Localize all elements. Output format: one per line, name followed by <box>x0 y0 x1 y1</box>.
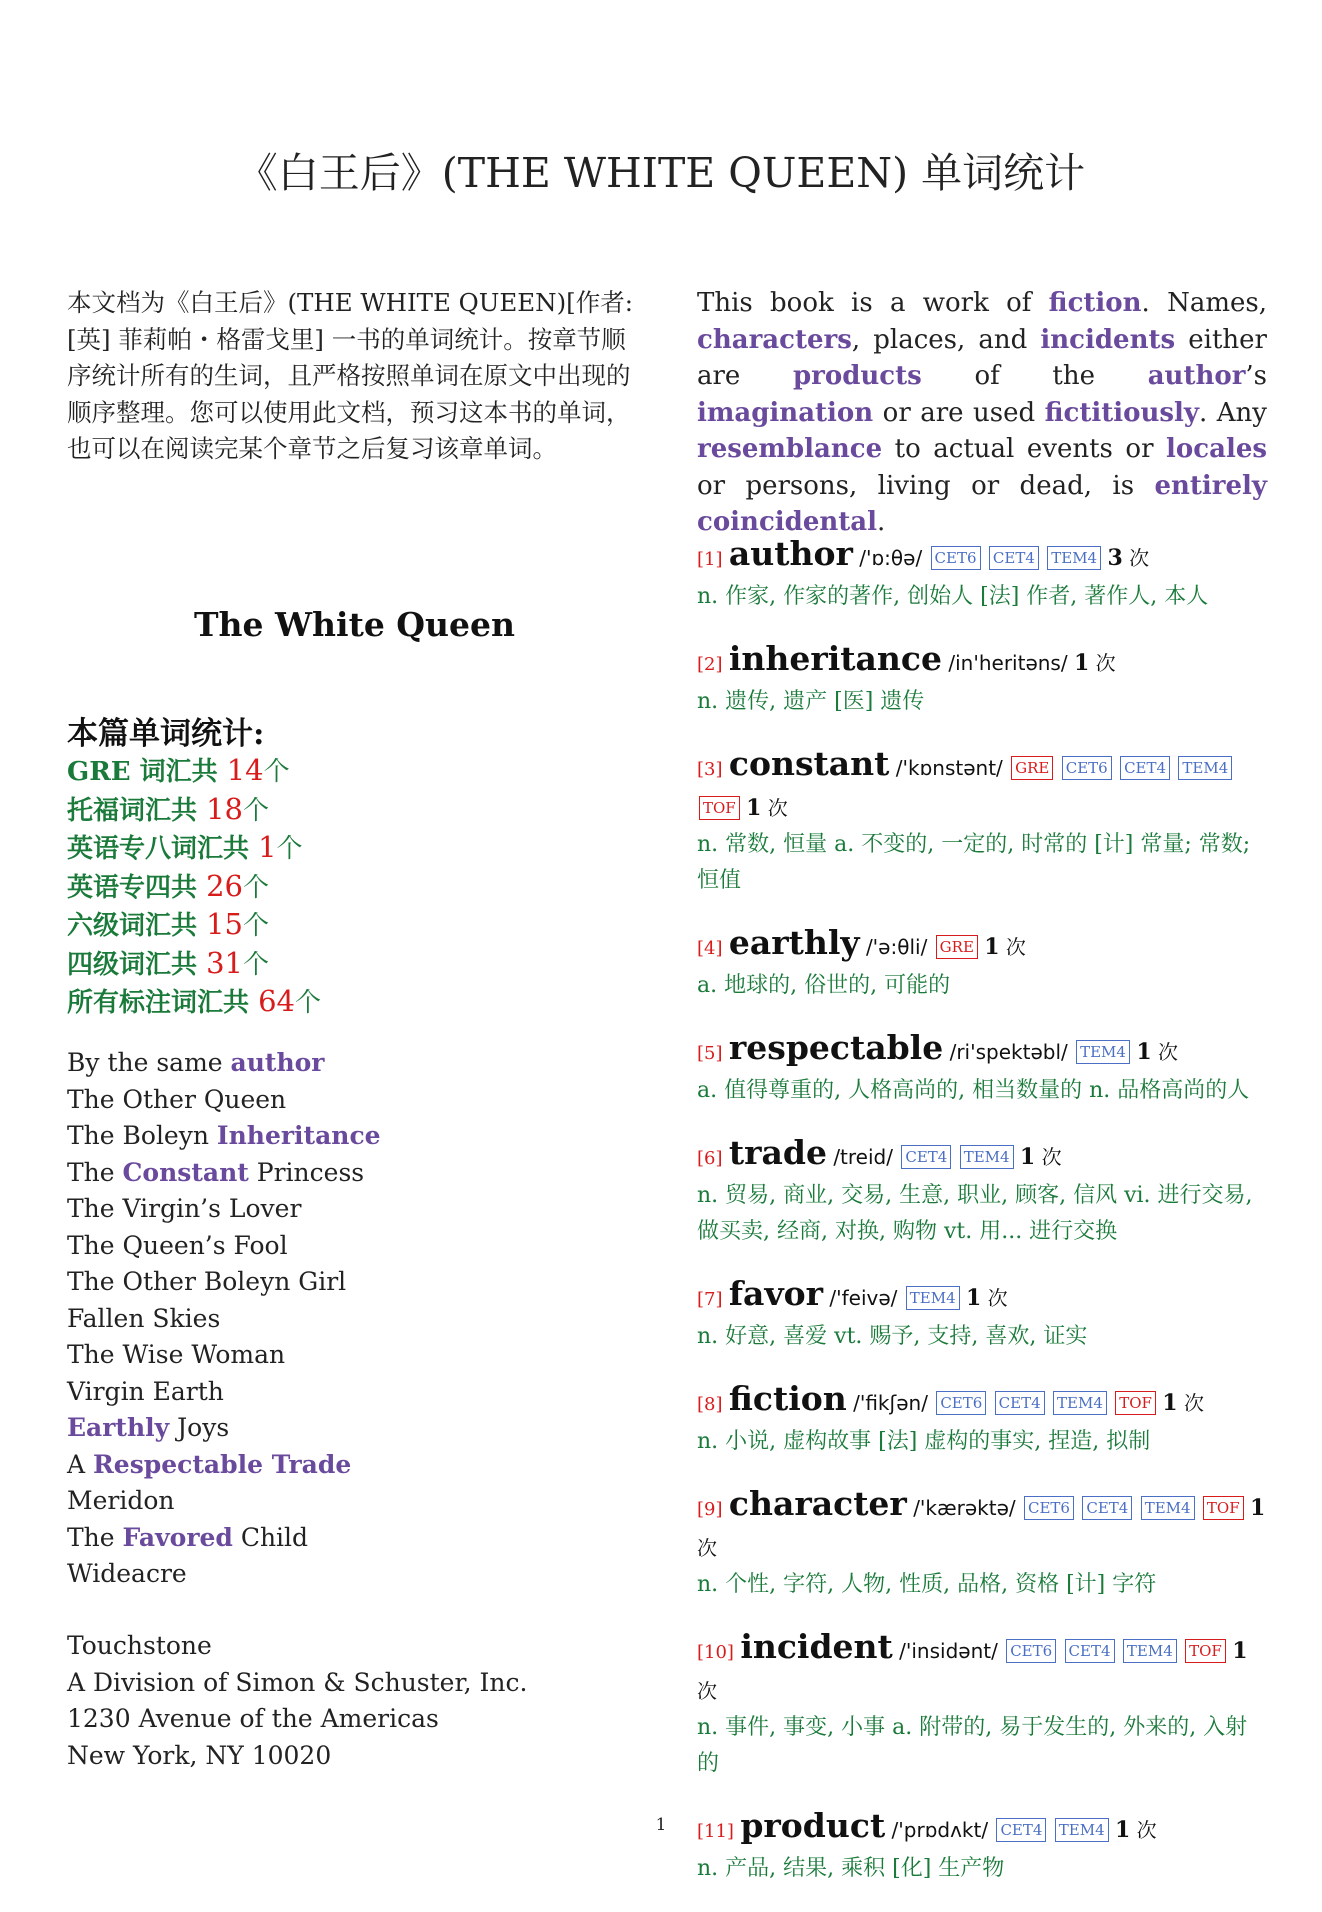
entry-count: 1 次 <box>697 1638 1248 1703</box>
level-tag: CET4 <box>996 1818 1046 1842</box>
entry-count: 1 次 <box>1115 1817 1157 1843</box>
stat-count: 31 <box>206 945 243 980</box>
entry-phonetic: /'feivə/ <box>829 1286 898 1310</box>
vocab-entry <box>697 535 1267 615</box>
level-tag: TEM4 <box>960 1145 1014 1169</box>
entry-count: 3 次 <box>1107 545 1150 571</box>
stat-count: 1 <box>258 830 277 864</box>
entry-phonetic: /'kɒnstənt/ <box>895 756 1003 780</box>
level-tag: CET6 <box>1024 1496 1074 1520</box>
copyright-paragraph: This book is a work of fiction. Names, characters, places, and incidents either are products of the author’s imagination or are used fictitiously. Any resemblance to actual events or locales or persons, living or dead, is entirely coincidental. <box>697 288 1267 537</box>
entry-index: [3] <box>697 759 723 780</box>
entry-phonetic: /'ɒ:θə/ <box>859 546 923 570</box>
entry-count: 1 次 <box>1073 650 1116 676</box>
entry-word: trade <box>728 1133 827 1172</box>
stat-unit: 个 <box>242 795 269 826</box>
entry-word: respectable <box>728 1028 944 1067</box>
entry-count: 1 次 <box>984 934 1026 960</box>
book-line: The Other Boleyn Girl <box>67 1267 347 1296</box>
stat-row <box>67 983 321 1022</box>
level-tag: CET6 <box>936 1391 986 1415</box>
stat-unit: 个 <box>276 834 303 864</box>
level-tag: TEM4 <box>906 1286 960 1310</box>
vocab-entry <box>697 1029 1267 1109</box>
entry-index: [5] <box>697 1043 723 1064</box>
stat-row <box>67 945 321 984</box>
page-number: 1 <box>655 1815 667 1835</box>
level-tag: GRE <box>1011 756 1053 780</box>
intro-block <box>67 285 642 468</box>
level-tag: CET4 <box>995 1391 1045 1415</box>
stat-label: 四级词汇共 <box>67 949 207 980</box>
book-line: A Respectable Trade <box>67 1449 352 1479</box>
book-line: The Other Queen <box>67 1084 287 1114</box>
stat-unit: 个 <box>294 988 321 1018</box>
intro-text: 本文档为《白王后》(THE WHITE QUEEN)[作者: [英] 菲莉帕・格雷戈里] 一书的单词统计。按章节顺序统计所有的生词，且严格按照单词在原文中出现的顺序整理。您可以使用此文档，预习这本书的单词，也可以在阅读完某个章节之后复习该章单词。 <box>67 288 633 463</box>
entry-head <box>697 1275 1267 1319</box>
entry-definition: n. 好意, 喜爱 vt. 赐予, 支持, 喜欢, 证实 <box>697 1324 1088 1349</box>
entry-definition: n. 贸易, 商业, 交易, 生意, 职业, 顾客, 信风 vi. 进行交易, 做买卖, 经商, 对换, 购物 vt. 用... 进行交换 <box>697 1183 1253 1244</box>
stat-label: 六级词汇共 <box>67 911 207 941</box>
entry-word: author <box>728 534 853 573</box>
entry-word: incident <box>740 1627 893 1666</box>
stat-unit: 个 <box>242 872 269 903</box>
entry-head <box>697 1485 1267 1567</box>
entry-index: [7] <box>697 1289 723 1310</box>
level-tag: TEM4 <box>1076 1040 1130 1064</box>
level-tag: TEM4 <box>1178 756 1232 780</box>
entry-index: [8] <box>697 1394 723 1415</box>
book-line: By the same author <box>67 1048 325 1077</box>
stat-label: 英语专八词汇共 <box>67 834 259 864</box>
vocab-entry <box>697 745 1267 899</box>
entry-phonetic: /'fikʃən/ <box>853 1391 928 1415</box>
entry-head <box>697 745 1267 827</box>
entry-definition: a. 值得尊重的, 人格高尚的, 相当数量的 n. 品格高尚的人 <box>697 1078 1250 1103</box>
entry-phonetic: /'ə:θli/ <box>865 935 928 959</box>
publisher-line: Touchstone <box>67 1631 212 1660</box>
stat-row <box>67 906 321 945</box>
entry-head <box>697 1380 1267 1424</box>
level-tag: CET6 <box>1006 1639 1056 1663</box>
book-line: The Constant Princess <box>67 1157 365 1187</box>
entry-word: fiction <box>728 1379 847 1418</box>
level-tag: CET6 <box>931 546 981 570</box>
level-tag: TEM4 <box>1053 1391 1107 1415</box>
entry-count: 1 次 <box>746 795 788 821</box>
stat-label: 英语专四共 <box>67 872 207 903</box>
stat-row <box>67 791 321 830</box>
stat-unit: 个 <box>242 949 269 980</box>
entry-phonetic: /treid/ <box>833 1145 893 1169</box>
entry-index: [1] <box>697 549 723 570</box>
stat-label: 托福词汇共 <box>67 795 207 826</box>
publisher-block <box>67 1628 528 1774</box>
book-line: Wideacre <box>67 1559 187 1588</box>
entry-index: [9] <box>697 1499 723 1520</box>
entry-count: 1 次 <box>697 1495 1266 1560</box>
entry-definition: n. 个性, 字符, 人物, 性质, 品格, 资格 [计] 字符 <box>697 1572 1157 1597</box>
book-line: Meridon <box>67 1486 175 1515</box>
entry-head <box>697 535 1267 579</box>
entry-phonetic: /'insidənt/ <box>899 1639 998 1663</box>
book-line: The Wise Woman <box>67 1340 286 1369</box>
entry-phonetic: /'kærəktə/ <box>913 1496 1016 1520</box>
stat-unit: 个 <box>263 757 290 787</box>
entry-definition: a. 地球的, 俗世的, 可能的 <box>697 973 951 998</box>
entry-word: constant <box>728 744 890 783</box>
level-tag: TEM4 <box>1141 1496 1195 1520</box>
stat-label: GRE 词汇共 <box>67 757 227 787</box>
book-line: Virgin Earth <box>67 1376 224 1406</box>
entry-count: 1 次 <box>1136 1039 1178 1065</box>
level-tag: TOF <box>1115 1391 1156 1415</box>
entry-count: 1 次 <box>1019 1144 1062 1170</box>
copyright-block <box>697 285 1267 541</box>
stats-list <box>67 752 321 1022</box>
publisher-line: 1230 Avenue of the Americas <box>67 1704 439 1733</box>
entry-phonetic: /ri'spektəbl/ <box>949 1040 1068 1064</box>
stat-row <box>67 829 321 868</box>
entry-word: character <box>728 1484 907 1523</box>
entry-word: favor <box>728 1274 824 1313</box>
level-tag: TEM4 <box>1055 1818 1109 1842</box>
entry-phonetic: /'prɒdʌkt/ <box>891 1818 989 1842</box>
entry-definition: n. 小说, 虚构故事 [法] 虚构的事实, 捏造, 拟制 <box>697 1429 1151 1454</box>
stat-count: 15 <box>206 907 243 941</box>
level-tag: CET4 <box>1082 1496 1132 1520</box>
level-tag: CET4 <box>989 546 1039 570</box>
publisher-line: New York, NY 10020 <box>67 1740 332 1770</box>
level-tag: TEM4 <box>1123 1639 1177 1663</box>
publisher-line: A Division of Simon & Schuster, Inc. <box>67 1667 528 1697</box>
vocab-entry <box>697 1628 1267 1782</box>
level-tag: TOF <box>699 796 740 820</box>
entry-index: [6] <box>697 1148 723 1169</box>
stat-unit: 个 <box>242 911 269 941</box>
entry-word: earthly <box>728 923 860 962</box>
entry-index: [10] <box>697 1642 734 1663</box>
level-tag: TOF <box>1203 1496 1244 1520</box>
level-tag: TOF <box>1185 1639 1226 1663</box>
stats-heading: 本篇单词统计: <box>67 716 265 752</box>
entry-word: inheritance <box>728 639 943 678</box>
level-tag: CET6 <box>1062 756 1112 780</box>
entry-head <box>697 1134 1267 1178</box>
book-line: The Queen’s Fool <box>67 1230 288 1260</box>
vocab-entry <box>697 1485 1267 1603</box>
entry-definition: n. 产品, 结果, 乘积 [化] 生产物 <box>697 1856 1005 1881</box>
level-tag: GRE <box>936 935 978 959</box>
book-list <box>67 1045 381 1593</box>
entry-definition: n. 遗传, 遗产 [医] 遗传 <box>697 689 925 714</box>
entry-index: [2] <box>697 654 723 675</box>
entry-head <box>697 1029 1267 1073</box>
vocab-entry <box>697 1134 1267 1250</box>
stat-count: 14 <box>226 753 264 787</box>
entry-phonetic: /in'heritəns/ <box>948 651 1068 675</box>
stat-row <box>67 752 321 791</box>
entry-definition: n. 常数, 恒量 a. 不变的, 一定的, 时常的 [计] 常量; 常数; 恒值 <box>697 832 1251 893</box>
section-title: The White Queen <box>193 605 516 644</box>
stat-count: 64 <box>258 984 295 1018</box>
stat-count: 18 <box>206 791 243 826</box>
vocab-entry <box>697 1275 1267 1355</box>
stat-label: 所有标注词汇共 <box>67 988 259 1018</box>
vocab-entry <box>697 640 1267 720</box>
level-tag: CET4 <box>901 1145 951 1169</box>
vocab-entry <box>697 924 1267 1004</box>
entry-head <box>697 1628 1267 1710</box>
entry-count: 1 次 <box>1162 1390 1204 1416</box>
page-title: 《白王后》(THE WHITE QUEEN) 单词统计 <box>236 149 1086 197</box>
entry-definition: n. 事件, 事变, 小事 a. 附带的, 易于发生的, 外来的, 入射的 <box>697 1715 1248 1776</box>
entry-index: [11] <box>697 1821 734 1842</box>
stat-row <box>67 868 321 907</box>
vocab-entry-list <box>697 535 1267 1912</box>
book-line: The Virgin’s Lover <box>67 1194 302 1223</box>
book-line: The Favored Child <box>67 1522 309 1552</box>
level-tag: TEM4 <box>1047 546 1101 570</box>
entry-index: [4] <box>697 938 723 959</box>
entry-head <box>697 924 1267 968</box>
entry-definition: n. 作家, 作家的著作, 创始人 [法] 作者, 著作人, 本人 <box>697 584 1209 609</box>
entry-word: product <box>740 1806 886 1845</box>
vocab-entry <box>697 1380 1267 1460</box>
level-tag: CET4 <box>1120 756 1170 780</box>
book-line: The Boleyn Inheritance <box>67 1121 381 1150</box>
book-line: Earthly Joys <box>67 1413 230 1442</box>
level-tag: CET4 <box>1065 1639 1115 1663</box>
book-line: Fallen Skies <box>67 1303 221 1333</box>
stat-count: 26 <box>206 868 243 903</box>
entry-count: 1 次 <box>965 1285 1008 1311</box>
entry-head <box>697 640 1267 684</box>
